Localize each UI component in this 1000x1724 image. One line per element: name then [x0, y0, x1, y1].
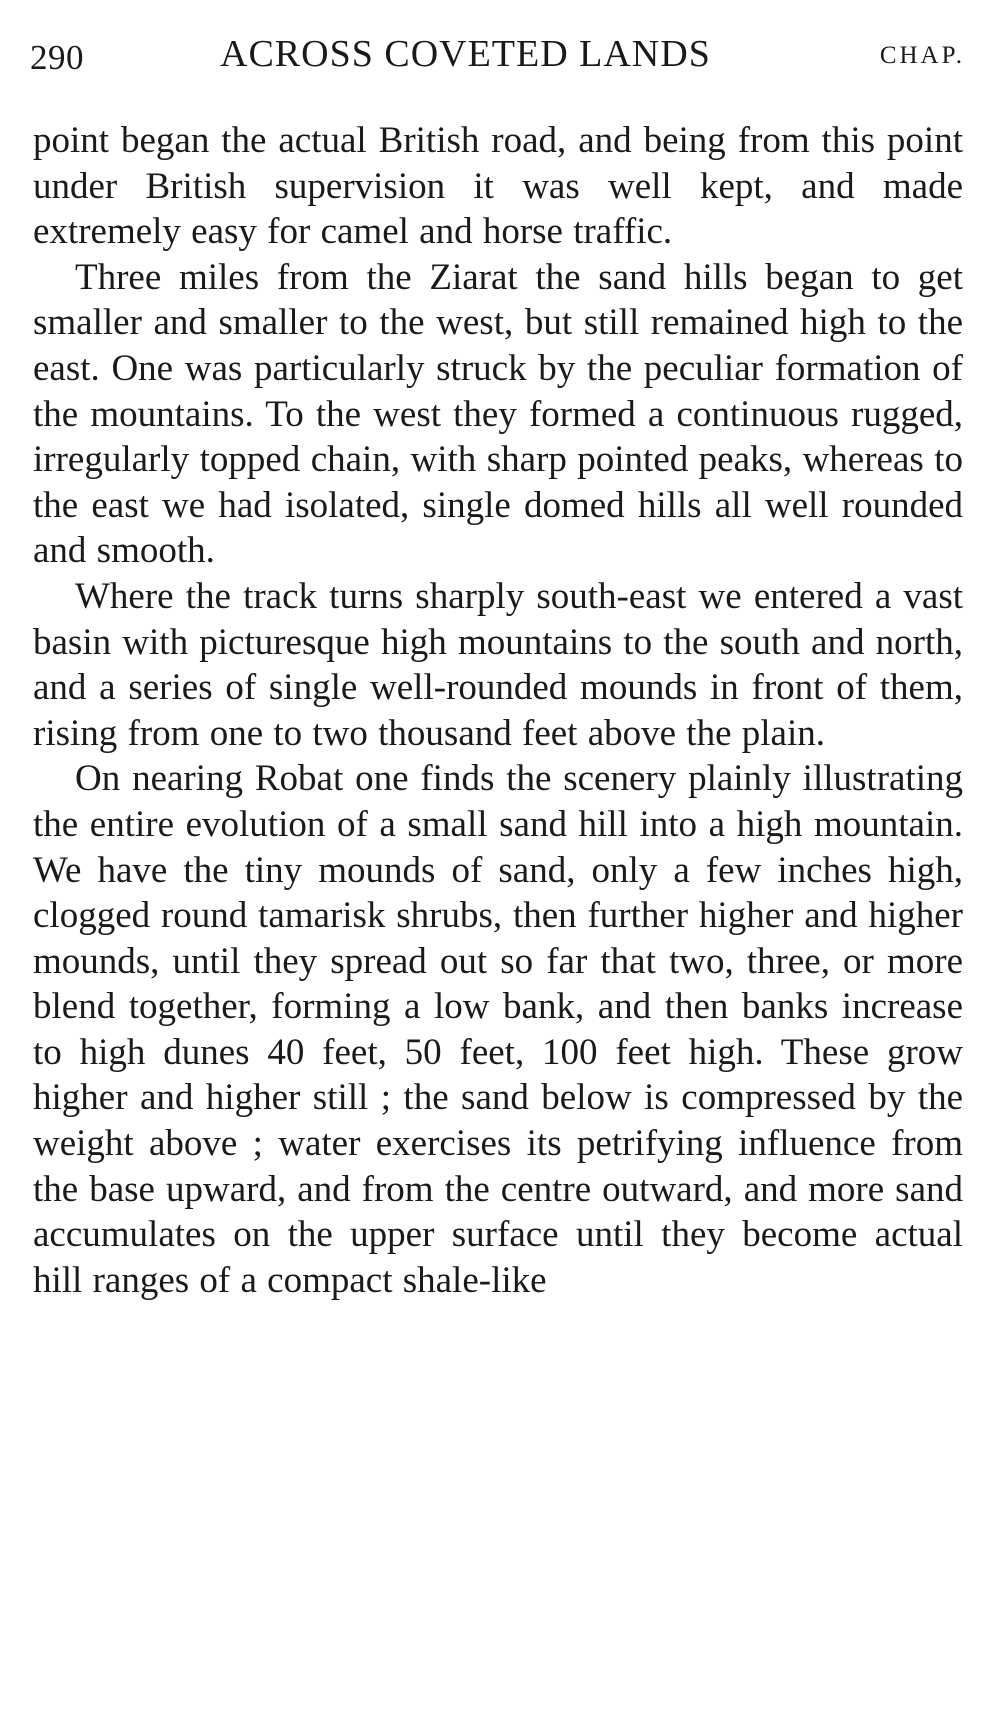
page-number: 290: [30, 38, 84, 77]
paragraph-robat-evolution: On nearing Robat one finds the scenery plainly illustrating the entire evolution of a small sand hill into a high mountain. We have the tiny mounds of sand, only a few inches high, clogged round tamarisk shrubs, then further higher and higher mounds, until they spread out so far that two, three, or more blend together, forming a low bank, and then banks increase to high dunes 40 feet, 50 feet, 100 feet high. These grow higher and higher still ; the sand below is compressed by the weight above ; water exercises its petrifying influence from the base upward, and from the centre outward, and more sand accumulates on the upper surface until they become actual hill ranges of a compact shale-like: [33, 758, 963, 1301]
paragraph-sand-hills: Three miles from the Ziarat the sand hills began to get smaller and smaller to the west, but still remained high to the east. One was particularly struck by the peculiar formation of the mountains. To the west they formed a continuous rugged, irregularly topped chain, with sharp pointed peaks, whereas to the east we had isolated, single domed hills all well rounded and smooth.: [33, 256, 963, 572]
paragraph-vast-basin: Where the track turns sharply south-east we entered a vast basin with picturesque high mountains to the south and north, and a series of single well-rounded mounds in front of them, rising from one to two thousand feet above the plain.: [33, 575, 963, 754]
book-title: ACROSS COVETED LANDS: [220, 33, 711, 75]
chapter-label: CHAP.: [879, 42, 965, 69]
running-head: [30, 32, 965, 82]
paragraph-continuation: point began the actual British road, and being from this point under British supervision it was well kept, and made extremely easy for camel and horse traffic.: [33, 120, 963, 253]
body-text: [33, 118, 963, 1303]
